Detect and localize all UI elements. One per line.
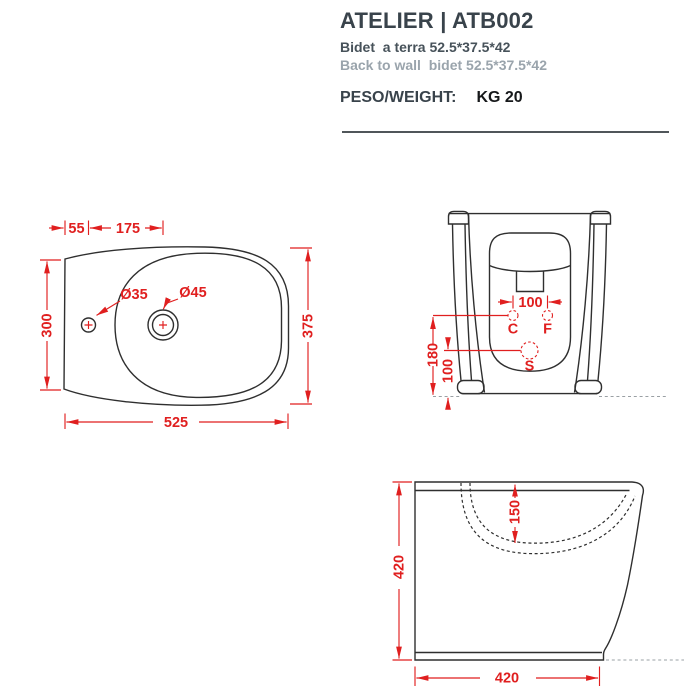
front-right-column xyxy=(588,224,607,381)
front-overflow-notch xyxy=(517,272,544,292)
dim-420h-label: 420 xyxy=(391,554,408,580)
dim-175-label: 175 xyxy=(115,220,141,237)
subtitle-english: Back to wall bidet 52.5*37.5*42 xyxy=(340,57,547,73)
hole-c-circle xyxy=(508,311,518,321)
top-view-outer-outline xyxy=(64,247,289,405)
front-right-foot xyxy=(575,381,602,394)
dim-180-label: 180 xyxy=(425,342,442,368)
front-bowl-divider xyxy=(490,266,571,272)
front-left-column xyxy=(453,224,472,381)
hole-f-label: F xyxy=(543,321,552,338)
top-view-drawing xyxy=(40,221,317,431)
tap-hole-center-mark xyxy=(85,321,93,329)
hole-c-label: C xyxy=(507,321,519,338)
dim-55-label: 55 xyxy=(68,220,85,237)
drain-hole-center-mark xyxy=(159,321,167,329)
hole-s-label: S xyxy=(524,358,535,375)
weight-label: PESO/WEIGHT: xyxy=(340,89,457,106)
dim-100v-label: 100 xyxy=(440,358,457,384)
dim-525-label: 525 xyxy=(163,414,189,431)
drain-hole-leader xyxy=(163,299,178,309)
subtitle-italian: Bidet a terra 52.5*37.5*42 xyxy=(340,39,511,55)
side-outline xyxy=(415,482,643,660)
side-basin-dashed-inner xyxy=(470,483,627,543)
drain-hole-label: Ø45 xyxy=(179,285,207,301)
side-view-drawing xyxy=(392,482,684,687)
dim-300-label: 300 xyxy=(39,313,56,338)
dim-375-label: 375 xyxy=(300,313,317,339)
front-left-foot xyxy=(458,381,485,394)
front-view-drawing xyxy=(426,211,667,407)
tap-hole-label: Ø35 xyxy=(120,287,148,303)
hole-f-circle xyxy=(543,311,553,321)
weight-value: KG 20 xyxy=(476,89,523,106)
hole-s-circle xyxy=(521,342,538,359)
product-title: ATELIER | ATB002 xyxy=(340,8,534,33)
dim-150-label: 150 xyxy=(507,499,524,525)
dim-100h-label: 100 xyxy=(518,294,543,311)
dim-420d-label: 420 xyxy=(494,670,520,687)
top-view-inner-rim xyxy=(115,253,282,397)
